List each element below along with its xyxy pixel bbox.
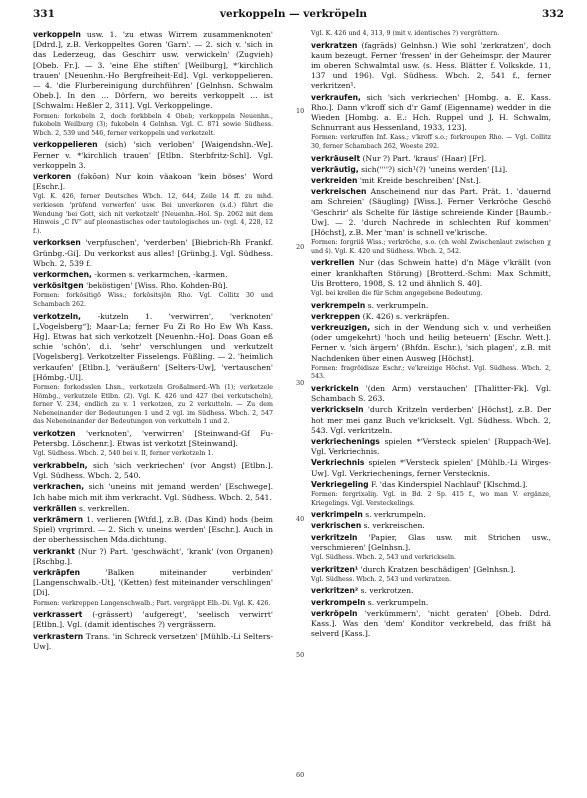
entry-headword: verkraufen,	[311, 92, 361, 102]
entry-text: Formen: verkruffen Inf. Kass.; v'kroff s.o.; forkroupen Rho. — Vgl. Collitz 30, ferner Schambach 262, Woeste 292.	[311, 134, 551, 151]
entry-headword: verkoppeln	[33, 30, 81, 39]
entry-text: (Nur ?) Part. 'geschwächt', 'krank' (von Organen) [Rschbg.].	[33, 546, 273, 566]
dictionary-entry	[311, 165, 551, 175]
entry-text: '(den Arm) verstauchen' [Thalitter-Fk]. Vgl. Schambach S. 263.	[311, 384, 551, 404]
dictionary-entry	[311, 533, 551, 553]
entry-text: 'durch Kritzeln verderben' [Höchst], z.B. Der hot mer mei ganz Buch ve'krickselt. Vgl. Südhess. Wbch. 2, 543. Vgl. verkritzeln.	[311, 405, 551, 435]
page-header	[0, 8, 587, 26]
entry-text: sich(''''?) sich¹(?) 'uneins werden' [Li].	[361, 164, 508, 174]
dictionary-entry	[311, 565, 551, 575]
entry-text: sich 'sich verkriechen' [Hombg. a. E. Kass. Rho.]. Dann v'kroff sich d'r Gamf (Eigenname) wedder in die Wieden [Hombg. a. E.: Hch. Ruppel und J. H. Schwalm, Schnurrant aus Hessenland, 1933, 123].	[311, 92, 551, 133]
entry-headword: verkrickeln	[311, 384, 359, 394]
entry-headword: verkräpfen	[33, 568, 81, 578]
entry-text: 'mit Kreide beschreiben' [Nst.].	[359, 176, 482, 186]
entry-text: spielen *'Versteck spielen' [Ruppach-We]. Vgl. Verkriechnis.	[311, 437, 551, 457]
entry-note	[311, 290, 551, 299]
entry-headword: verkräutig,	[311, 164, 359, 174]
entry-note	[311, 554, 551, 563]
entry-headword: verkrimpeln	[311, 510, 363, 520]
dictionary-entry	[33, 632, 273, 652]
line-number: 20	[296, 243, 305, 251]
entry-text: sich in der Wendung sich v. und verheißen (oder umgekehrt) 'hoch und heilig beteuern' [Eschr. Wett.]. Ferner v. 'sich ärgern' (Bhfdn. Eschr.), 'sich plagen', z.B. mit Nachdenken über einen Ausweg [Höchst].	[311, 323, 551, 363]
entry-text: -kormen s. verkarmchen, -karmen.	[94, 270, 228, 279]
entry-headword: verkrellen	[311, 258, 355, 268]
entry-note	[33, 113, 273, 139]
entry-text: Vgl. bei krellen die für Schm angegebene Bedeutung.	[311, 290, 483, 298]
entry-text: (K. 426) s. verkräpfen.	[362, 311, 450, 321]
entry-text: 'beköstigen' [Wiss. Rho. Kohden-Bü].	[86, 281, 228, 291]
entry-headword: Verkriechnis	[311, 458, 365, 468]
entry-note	[33, 600, 273, 609]
entry-text: s. verkrumpeln.	[365, 510, 426, 520]
dictionary-entry	[311, 258, 551, 289]
entry-note	[311, 491, 551, 508]
entry-note	[33, 450, 273, 459]
entry-text: 'Balken miteinander verbinden' [Langenschwalb.-Ut], '(Ketten) fest miteinander verschlingen' [Di].	[33, 568, 273, 598]
entry-text: (sich) 'sich verloben' [Waigendshn.-We]. Ferner v. *'kirchlich trauen' [Etlbn. Sterbfritz-Schl]. Vgl. verkoppeln 3.	[33, 140, 273, 170]
dictionary-entry	[311, 586, 551, 596]
entry-text: Formen: forkōsitigō Wiss.; forkōsitsjōn Rho. Vgl. Collitz 30 und Schambach 262.	[33, 292, 273, 308]
entry-text: 'verknoten', 'verwirren' [Steinwand-Gf Fu-Petersbg. Löschenr.]. Etwas ist verkotzt [Steinwand].	[33, 428, 273, 449]
entry-headword: verkoppelieren	[33, 140, 98, 150]
entry-headword: verkormchen,	[33, 270, 92, 279]
entry-text: F. 'das Kinderspiel Nachlauf' [Klschmd.].	[370, 479, 528, 489]
entry-text: Anscheinend nur das Part. Prät. 1. 'dauernd am Schreien' (Säugling) [Wiss.]. Ferner Verkröche Geschö 'Geschrir' als Schelte für lästige schreiende Kinder [Baumb.-Uw]. — 2. 'durch Nachrede in schlechten Ruf kommen' [Höchst], z.B. Mer 'man' is schnell ve'krische.	[311, 187, 551, 238]
entry-headword: verkröpeln	[311, 608, 358, 618]
entry-note	[311, 134, 551, 151]
entry-headword: verkritzen²	[311, 586, 359, 596]
entry-headword: verkrällen	[33, 503, 77, 513]
line-number: 10	[296, 107, 305, 115]
dictionary-entry	[33, 568, 273, 599]
entry-headword: verkreiden	[311, 176, 358, 186]
entry-headword: verkreischen	[311, 187, 367, 197]
entry-note	[33, 292, 273, 309]
entry-headword: verkorksen	[33, 238, 81, 248]
entry-text: Formen: fergrixǝliŋ. Vgl. in Bd. 2 Sp. 415 f., wo man V. ergänze, Kriegelings. Vgl. Versteckelings.	[311, 491, 551, 507]
entry-headword: verkritzeln	[311, 532, 358, 542]
entry-text: 'verpfuschen', 'verderben' [Biebrich-Rh Frankf. Grünbg.-Gi]. Du verkorkst aus alles! [Grünbg.]. Vgl. Südhess. Wbch. 2, 539 f.	[33, 238, 273, 268]
dictionary-entry	[33, 504, 273, 514]
entry-headword: verkrassert	[33, 610, 83, 620]
dictionary-entry	[311, 510, 551, 520]
dictionary-entry	[311, 480, 551, 490]
dictionary-entry	[311, 384, 551, 404]
dictionary-entry	[311, 41, 551, 92]
line-number: 60	[296, 771, 305, 779]
entry-text: s. verkrumpeln.	[367, 597, 429, 607]
dictionary-entry	[311, 187, 551, 238]
entry-headword: verkrankt	[33, 546, 75, 556]
entry-text: sich 'sich verkriechen' (vor Angst) [Etlbn.]. Vgl. Südhess. Wbch. 2, 540.	[33, 460, 273, 481]
dictionary-entry	[311, 312, 551, 322]
entry-headword: verkrickseln	[311, 405, 364, 415]
dictionary-entry	[33, 429, 273, 449]
entry-headword: verkrompeln	[311, 597, 366, 607]
entry-text: s. verkreischen.	[363, 521, 425, 531]
entry-headword: verkrempeln	[311, 300, 366, 310]
dictionary-entry	[311, 176, 551, 186]
entry-headword: verkrachen,	[33, 482, 85, 492]
line-number: 30	[296, 379, 305, 387]
dictionary-entry	[311, 598, 551, 608]
entry-note	[33, 384, 273, 427]
left-page-number: 331	[33, 8, 55, 20]
entry-text: s. verkrotzen.	[360, 586, 414, 596]
entry-text: (fәkōәn) Nur koin väakoәn 'kein böses' Word [Eschr.].	[33, 172, 273, 192]
dictionary-entry	[33, 610, 273, 630]
entry-headword: verkriechenings	[311, 437, 380, 447]
dictionary-entry	[311, 323, 551, 364]
entry-headword: verkräuselt	[311, 153, 361, 163]
entry-text: Trans. 'in Schreck versetzen' [Mühlb.-Li Selters-Uw].	[33, 631, 273, 651]
entry-headword: verkotzeln,	[33, 311, 82, 321]
entry-text: -kutzeln 1. 'verwirren', 'verknoten' [„Vogelsberg“]; Maar-La; ferner Fu Zi Ro Ho Ew Wh Kass. Hg]. Etwas hat sich verkotzelt [Neuenhn.-Ho]. Doas Goan eß schie 'schön', d.i. 'sehr' verschlungen und verkutzelt [Vogelsberg]. Verkotzelter Fisselengs. Füßling. — 2. 'heimlich verkaufen' [Etlbn.], 'veräußern' [Selters-Uw], 'vertauschen' [Hömbg.-Ul].	[33, 311, 273, 382]
entry-text: Vgl. K. 426 und 4, 313, 9 (mit v. identisches ?) vergrättern.	[311, 30, 500, 37]
entry-text: Formen: forkobeln 2, doch forkbbeln 4 Obeb; verkoppeln Neuenhn., fukoboln Weilburg (3); fukobeln 4 Gelnhsn. Vgl. C. 871 sowie Südhess. Wbch. 2, 539 und 546, ferner verkoppeln und verketzelt.	[33, 112, 273, 137]
entry-text: (Nur ?) Part. 'kraus' (Haar) [Fr].	[362, 153, 487, 163]
dictionary-entry	[311, 521, 551, 531]
dictionary-entry	[33, 547, 273, 567]
entry-text: (fagrāds) Gelnhsn.) Wie sohl 'zerkratzen', doch kaum bezeugt. Ferner 'fressen' in der Geheimspr. der Maurer im oberen Schwalmtal usw. (s. Hess. Blätter f. Volkskde. 11, 137 und 196). Vgl. Südhess. Wbch. 2, 541 f., ferner verkritzen¹.	[311, 40, 551, 91]
entry-text: sich 'uneins mit jemand werden' [Eschwege]. Ich habe mich mit ihm verkracht. Vgl. Südhess. Wbch. 2, 541.	[33, 482, 273, 502]
entry-headword: verkoren	[33, 172, 72, 182]
entry-text: 'Papier, Glas usw. mit Strichen usw., verschmieren' [Gelnhsn.].	[311, 532, 551, 552]
entry-text: usw. 1. 'zu etwas Wirrem zusammenknoten' [Ddrd.], z.B. Verkoppeltes Goren 'Garn'. — 2. sich v. 'sich in das Lederzeug, das Geschirr usw. verwickeln' (Zugvieh) [Obeb. Fr.]. — 3. 'eine Ehe stiften' [Weilburg], *'kirchlich trauen' [Neuenhn.-Ho Bergfreiheit-Ed]. Vgl. verkoppelieren. — 4. 'die Flurbereinigung durchführen' [Gelnhsn. Schwalm Obeb.]. In den ... Dörfern, wo bereits verkoppelt ... ist [Schwalm: Heßler 2, 311]. Vgl. Verkoppelinge.	[33, 30, 273, 111]
dictionary-entry	[311, 154, 551, 164]
dictionary-entry	[311, 301, 551, 311]
entry-text: Formen: forkodsslen Lhsn., verkotzeln Großalmerd.-Wh (1); verketzele Hömbg., verkutzele Etlbn. (2). Vgl. K. 426 und 427 (bei verkutscheln), ferner V. 234, endlich zu v. 1 verkotzen, zu 2 verkutteln. — Zu dem Nebeneinander der Bedeutungen 1 und 2 vgl. im Südhess. Wbch. 2, 547 das Nebeneinander der Bedeutungen von verkutteln 1 und 2.	[33, 384, 273, 426]
dictionary-entry	[311, 405, 551, 436]
dictionary-entry	[33, 270, 273, 280]
entry-text: s. verkrellen.	[78, 503, 130, 513]
dictionary-entry	[33, 312, 273, 383]
entry-text: (-grässert) 'aufgeregt', 'seelisch verwirrt' [Etlbn.]. Vgl. (damit identisches ?) vergrässern.	[33, 610, 273, 630]
entry-note	[33, 193, 273, 236]
line-number: 50	[296, 651, 305, 659]
entry-text: s. verkrumpeln.	[367, 300, 429, 310]
entry-headword: verkotzen	[33, 428, 76, 438]
entry-headword: verkreppen	[311, 311, 361, 321]
entry-headword: verkratzen	[311, 40, 358, 50]
entry-text: spielen *'Versteck spielen' [Mühlb.-Li Wirges-Uw]. Vgl. Verkriechenings, ferner Verstecknis.	[311, 458, 551, 478]
entry-text: Vgl. Südhess. Wbch. 2, 540 bei v. II, ferner verkotzeln 1.	[33, 450, 214, 458]
entry-note	[311, 239, 551, 256]
dictionary-entry	[33, 238, 273, 269]
running-head: verkoppeln — verkröpeln	[219, 8, 368, 20]
entry-text: 'verkümmern', 'nicht geraten' [Obeb. Ddrd. Kass.]. Was den 'dem' Konditor verkrebeld, das frißt hä selverd [Kass.].	[311, 608, 551, 639]
dictionary-entry	[33, 515, 273, 546]
entry-note	[311, 30, 551, 39]
entry-note	[311, 576, 551, 585]
entry-headword: verkösitgen	[33, 281, 84, 291]
entry-text: Formen: fragröidisze Eschr.; ve'kreizige Höchst. Vgl. Südhess. Wbch. 2, 543.	[311, 364, 551, 381]
dictionary-entry	[311, 437, 551, 457]
entry-headword: verkrastern	[33, 631, 84, 641]
dictionary-entry	[311, 609, 551, 640]
dictionary-entry	[33, 281, 273, 291]
dictionary-entry	[311, 458, 551, 478]
dictionary-entry	[33, 461, 273, 481]
entry-text: Vgl. Südhess. Wbch. 2, 543 und verkratzen.	[311, 575, 452, 583]
dictionary-entry	[33, 140, 273, 171]
right-column	[311, 30, 551, 790]
right-page-number: 332	[542, 8, 564, 20]
entry-text: Formen: forgriiš Wiss.; verkröche, s.o. (ch wohl Zwischenlaut zwischen χ und š). Vgl. K. 420 und Südhess. Wbch. 2, 542.	[311, 239, 551, 255]
entry-headword: verkreuzigen,	[311, 323, 371, 333]
entry-text: Formen: verkreppen Langenschwalb.; Part. vergräppt Elb.-Di. Vgl. K. 426.	[33, 599, 271, 607]
entry-headword: verkritzen¹	[311, 564, 359, 574]
dictionary-entry	[33, 482, 273, 502]
left-column	[33, 30, 273, 790]
line-number: 40	[296, 515, 305, 523]
dictionary-entry	[33, 30, 273, 112]
entry-text: Nur (das Schwein hatte) d'n Mäge v'krällt (von einer krankhaften Störung) [Brotterd.-Schm: Max Schmitt, Uis Brottero, 1908, S. 12 und ähnlich S. 40].	[311, 258, 551, 288]
entry-headword: Verkriegeling	[311, 479, 369, 489]
entry-headword: verkrischen	[311, 521, 362, 531]
entry-text: 'durch Kratzen beschädigen' [Gelnhsn.].	[360, 564, 516, 574]
entry-text: 1. verlieren [Wtfd.], z.B. (Das Kind) hods (beim Spiel) vrgrimrd. — 2. Sich v. uneins werden' [Eschr.]. Auch in der oberhessischen Mda.dichtung.	[33, 515, 273, 545]
entry-headword: verkrämern	[33, 515, 83, 524]
entry-text: Vgl. K. 426, ferner Deutsches Wbch. 12, 644, Zeile 14 ff. zu mhd. verkiesen 'prüfend verwerfen' usw. Bei unverkoren (s.d.) führt die Wendung 'bei Gott, sich nit verkotzelt' [Neuenhn.-Hol. Sp. 2062 mit dem Hinweis „C IV“ auf pleonastisches oder tautologisches un- (vgl. 4, 228, 12 f.).	[33, 193, 273, 235]
entry-text: Vgl. Südhess. Wbch. 2, 543 und verkrickseln.	[311, 554, 457, 562]
entry-headword: verkrabbeln,	[33, 460, 88, 470]
entry-note	[311, 365, 551, 382]
dictionary-entry	[33, 172, 273, 192]
dictionary-entry	[311, 93, 551, 134]
